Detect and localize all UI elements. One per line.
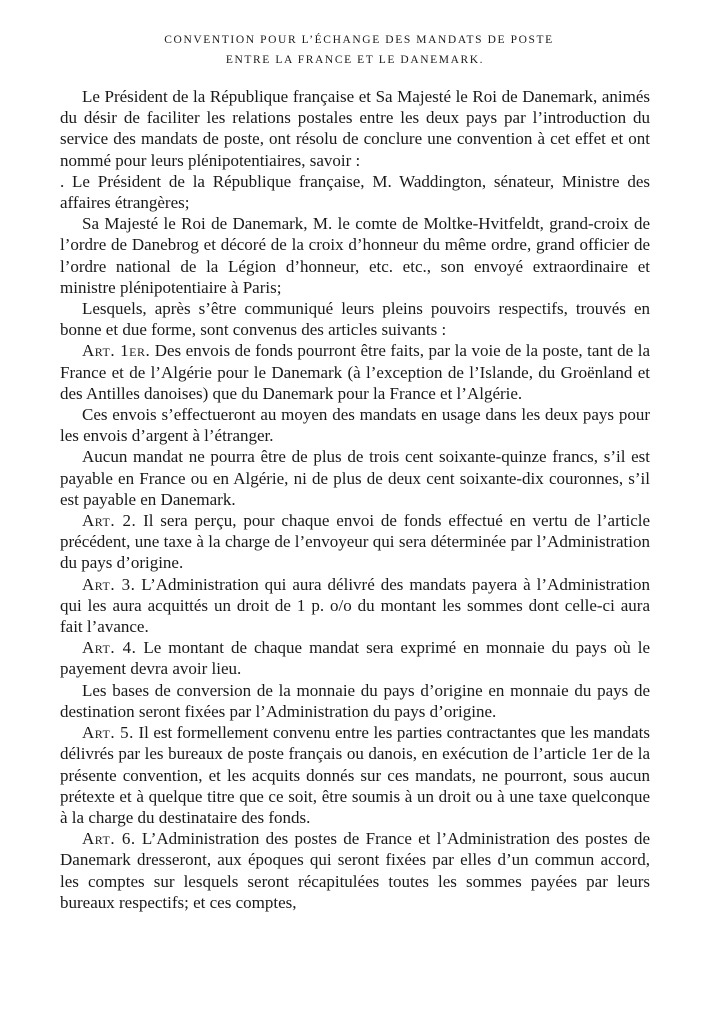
paragraph-text: Aucun mandat ne pourra être de plus de trois cent soixante-quinze francs, s’il est payable en France ou en Algérie, ni de plus de deux cent soixante-dix couronnes, s’il est payable en Danemark.: [60, 447, 650, 509]
article-6: [60, 828, 650, 913]
paragraph-text: Le Président de la République française et Sa Majesté le Roi de Danemark, animés du désir de faciliter les relations postales entre les deux pays par l’introduction du service des mandats de poste, ont résolu de conclure une convention à cet effet et ont nommé pour leurs plénipotentiaires, savoir :: [60, 87, 650, 170]
paragraph-danish-plenipotentiary: [60, 213, 650, 298]
paragraph-preamble: [60, 86, 650, 171]
article-label: Art. 2.: [82, 511, 137, 531]
paragraph-french-plenipotentiary: [60, 171, 650, 213]
document-subtitle: ENTRE LA FRANCE ET LE DANEMARK.: [225, 54, 485, 66]
paragraph-text: Les bases de conversion de la monnaie du pays d’origine en monnaie du pays de destination seront fixées par l’Administration du pays d’origine.: [60, 680, 650, 721]
paragraph-text: Sa Majesté le Roi de Danemark, M. le comte de Moltke-Hvitfeldt, grand-croix de l’ordre de Danebrog et décoré de la croix d’honneur du même ordre, grand officier de l’ordre national de la Légion d’honneur, etc. etc., son envoyé extraordinaire et ministre plénipotentiaire à Paris;: [60, 214, 650, 297]
article-label: Art. 5.: [82, 723, 134, 743]
paragraph-text: Le montant de chaque mandat sera exprimé en monnaie du pays où le payement devra avoir lieu.: [60, 638, 650, 679]
article-1: [60, 340, 650, 404]
paragraph-text: Il est formellement convenu entre les parties contractantes que les mandats délivrés par les bureaux de poste français ou danois, en exécution de l’article 1er de la présente convention, et les acquits donnés sur ces mandats, ne pourront, sous aucun prétexte et à quelque titre que ce soit, être soumis à un droit ou à une taxe quelconque à la charge du destinataire des fonds.: [60, 723, 650, 827]
article-label: Art. 6.: [82, 829, 136, 849]
article-2: [60, 510, 650, 574]
document-title: CONVENTION POUR L’ÉCHANGE DES MANDATS DE POSTE: [164, 34, 554, 46]
paragraph-text: Ces envois s’effectueront au moyen des mandats en usage dans les deux pays pour les envois d’argent à l’étranger.: [60, 405, 650, 446]
article-label: Art. 1er.: [82, 341, 151, 361]
paragraph-agreement: [60, 298, 650, 340]
paragraph-text: Lesquels, après s’être communiqué leurs pleins pouvoirs respectifs, trouvés en bonne et due forme, sont convenus des articles suivants :: [60, 299, 650, 340]
paragraph-aucun-mandat: [60, 446, 650, 510]
article-4: [60, 637, 650, 679]
article-5: [60, 722, 650, 828]
paragraph-text: L’Administration des postes de France et l’Administration des postes de Danemark dresseront, aux époques qui seront fixées par elles d’un commun accord, les comptes sur lesquels seront récapitulées toutes les sommes payées par leurs bureaux respectifs; et ces comptes,: [60, 829, 650, 912]
article-3: [60, 574, 650, 638]
article-label: Art. 4.: [82, 638, 137, 658]
article-label: Art. 3.: [82, 574, 136, 594]
document-page: [60, 30, 650, 913]
document-body: [60, 86, 650, 913]
paragraph-text: L’Administration qui aura délivré des mandats payera à l’Administration qui les aura acquittés un droit de 1 p. o/o du montant les sommes dont celle-ci aura fait l’avance.: [60, 574, 650, 637]
paragraph-text: . Le Président de la République française, M. Waddington, sénateur, Ministre des affaires étrangères;: [60, 171, 650, 213]
paragraph-text: Il sera perçu, pour chaque envoi de fonds effectué en vertu de l’article précédent, une taxe à la charge de l’envoyeur qui sera déterminée par l’Administration du pays d’origine.: [60, 511, 651, 573]
paragraph-text: Des envois de fonds pourront être faits, par la voie de la poste, tant de la France et de l’Algérie pour le Danemark (à l’exception de l’Islande, du Groënland et des Antilles danoises) que du Danemark pour la France et l’Algérie.: [60, 341, 650, 403]
paragraph-conversion: [60, 680, 650, 722]
paragraph-envois: [60, 404, 650, 446]
